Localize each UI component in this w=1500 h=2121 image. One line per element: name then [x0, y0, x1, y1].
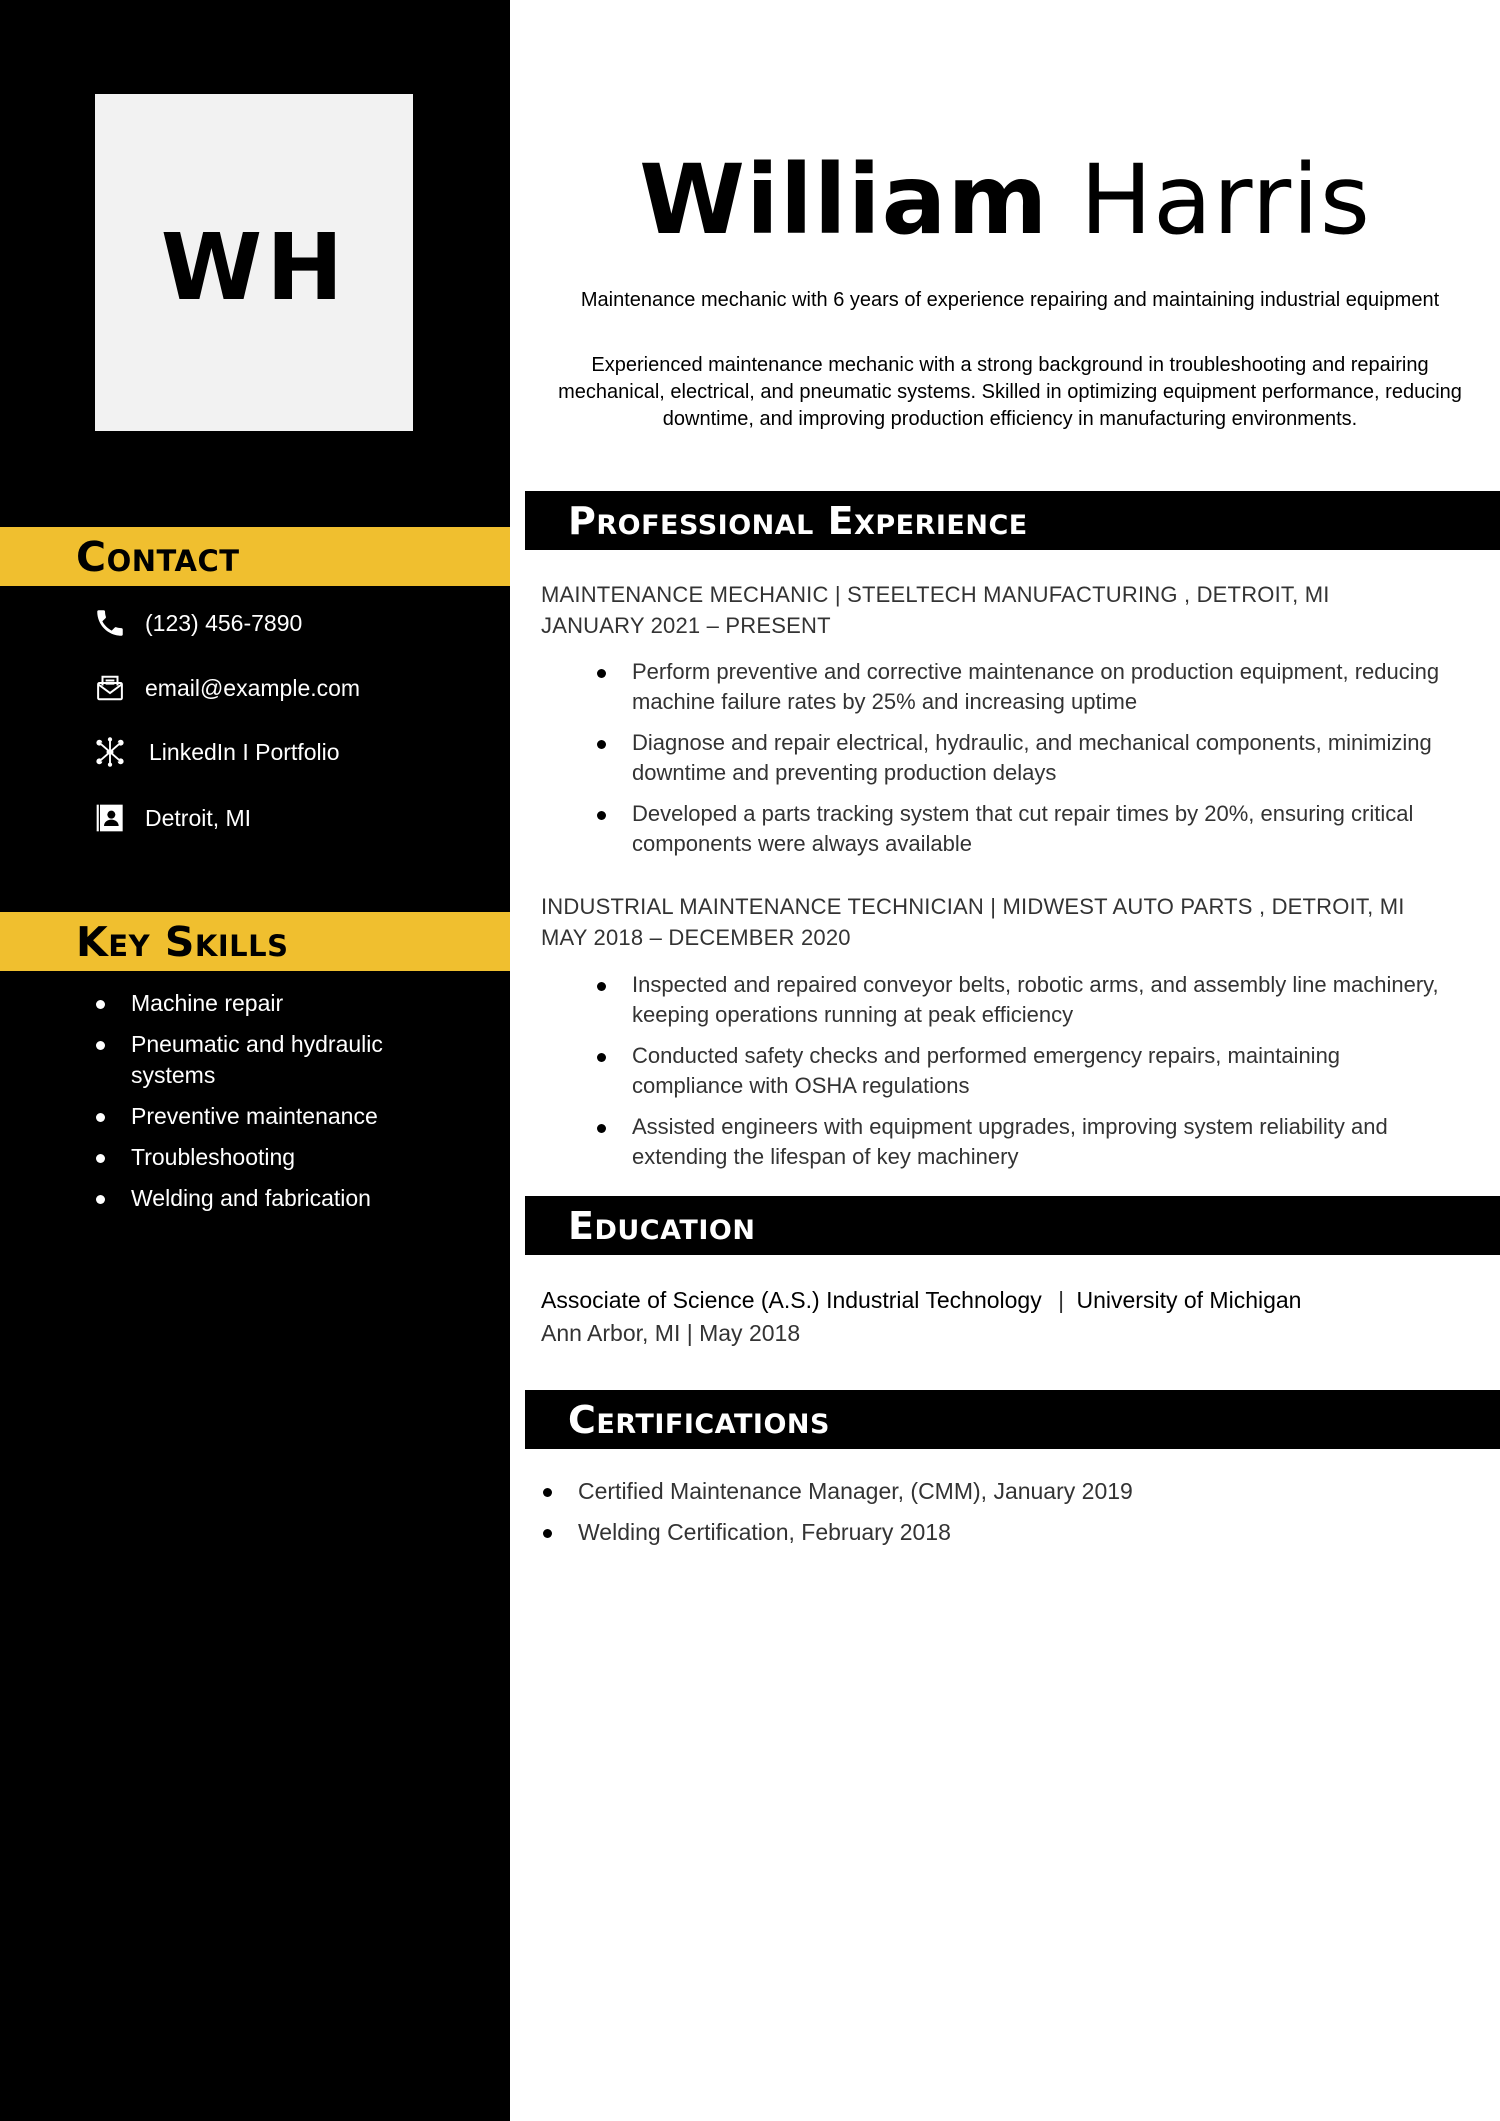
job-bullet: Diagnose and repair electrical, hydraulic, and mechanical components, minimizing downtime and preventing production delays: [541, 728, 1451, 788]
separator: |: [1058, 1287, 1065, 1313]
job-2-header: [541, 891, 1481, 953]
education-degree-line: [541, 1284, 1481, 1316]
full-name: [510, 140, 1500, 260]
contact-title: Contact: [76, 532, 240, 581]
email-icon: [92, 670, 128, 706]
certifications-header: [525, 1390, 1500, 1449]
last-name: Harris: [1079, 144, 1371, 256]
education-details: Ann Arbor, MI | May 2018: [541, 1320, 801, 1346]
first-name: William: [639, 144, 1049, 256]
skill-item: Machine repair: [90, 988, 490, 1019]
job-2-title: INDUSTRIAL MAINTENANCE TECHNICIAN | MIDWEST AUTO PARTS , DETROIT, MI: [541, 894, 1405, 919]
job-bullet: Assisted engineers with equipment upgrades, improving system reliability and extending the lifespan of key machinery: [541, 1112, 1451, 1172]
skills-title: Key Skills: [76, 917, 289, 966]
job-1-bullets: [541, 657, 1451, 870]
skill-item: Pneumatic and hydraulic systems: [90, 1029, 431, 1091]
job-2-dates: MAY 2018 – DECEMBER 2020: [541, 925, 851, 950]
contact-email[interactable]: [92, 668, 360, 708]
contact-location: [92, 798, 251, 838]
initials-box: [95, 94, 413, 431]
summary: Experienced maintenance mechanic with a strong background in troubleshooting and repairing mechanical, electrical, and pneumatic systems. Skilled in optimizing equipment performance, reducing downtime, and improving production efficiency in manufacturing environments.: [558, 354, 1462, 430]
skill-item: Welding and fabrication: [90, 1183, 490, 1214]
job-bullet: Inspected and repaired conveyor belts, robotic arms, and assembly line machinery, keeping operations running at peak efficiency: [541, 970, 1451, 1030]
sidebar: [0, 0, 510, 2121]
contact-header: [0, 527, 510, 586]
certification-item: Certified Maintenance Manager, (CMM), January 2019: [541, 1476, 1441, 1506]
job-1-dates: JANUARY 2021 – PRESENT: [541, 613, 831, 638]
network-icon: [92, 734, 128, 770]
certifications-title: Certifications: [568, 1397, 830, 1442]
links-text: LinkedIn I Portfolio: [149, 738, 340, 765]
phone-icon: [92, 605, 128, 641]
phone-text: (123) 456-7890: [145, 609, 303, 636]
skills-list: [90, 988, 490, 1224]
location-text: Detroit, MI: [145, 804, 252, 831]
contact-phone[interactable]: [92, 603, 302, 643]
contact-links[interactable]: [92, 732, 340, 772]
job-1-header: [541, 579, 1481, 641]
job-bullet: Developed a parts tracking system that cut repair times by 20%, ensuring critical components were always available: [541, 799, 1451, 859]
education-title: Education: [568, 1203, 756, 1248]
certifications-list: [541, 1476, 1441, 1558]
contact-card-icon: [92, 800, 128, 836]
experience-title: Professional Experience: [568, 498, 1028, 543]
email-text: email@example.com: [145, 674, 361, 701]
skill-item: Troubleshooting: [90, 1142, 490, 1173]
initials: WH: [160, 214, 348, 321]
certification-item: Welding Certification, February 2018: [541, 1517, 1441, 1547]
skills-header: [0, 912, 510, 971]
experience-header: [525, 491, 1500, 550]
job-bullet: Conducted safety checks and performed emergency repairs, maintaining compliance with OSHA regulations: [541, 1041, 1451, 1101]
job-2-bullets: [541, 970, 1451, 1183]
job-1-title: MAINTENANCE MECHANIC | STEELTECH MANUFACTURING , DETROIT, MI: [541, 582, 1330, 607]
skill-item: Preventive maintenance: [90, 1101, 490, 1132]
education-header: [525, 1196, 1500, 1255]
degree: Associate of Science (A.S.) Industrial Technology: [541, 1287, 1042, 1313]
school: University of Michigan: [1076, 1287, 1302, 1313]
job-bullet: Perform preventive and corrective maintenance on production equipment, reducing machine failure rates by 25% and increasing uptime: [541, 657, 1451, 717]
headline: Maintenance mechanic with 6 years of experience repairing and maintaining industrial equipment: [580, 289, 1440, 311]
